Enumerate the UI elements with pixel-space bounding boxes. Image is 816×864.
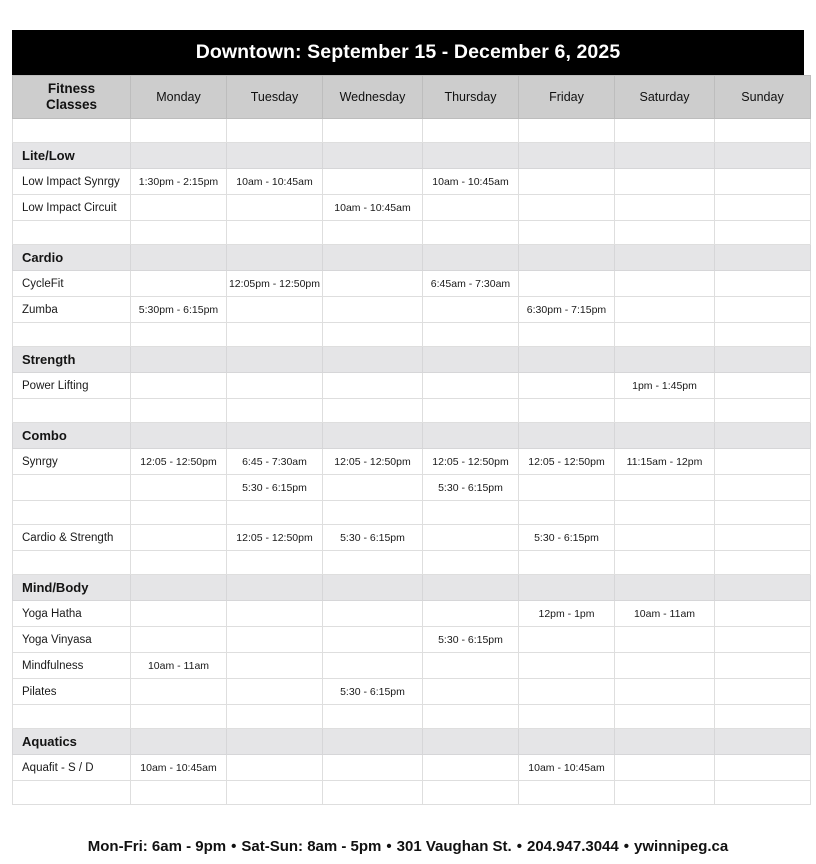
empty-cell xyxy=(131,781,227,805)
class-name: Low Impact Synrgy xyxy=(13,169,131,195)
section-header-cell xyxy=(423,245,519,271)
empty-cell xyxy=(715,755,811,781)
class-time-cell[interactable]: 12:05pm - 12:50pm xyxy=(227,271,323,297)
empty-cell xyxy=(323,169,423,195)
empty-cell xyxy=(131,221,227,245)
title-bar xyxy=(12,30,804,75)
class-time-cell[interactable]: 10am - 10:45am xyxy=(423,169,519,195)
empty-cell xyxy=(519,195,615,221)
section-header-cell xyxy=(519,347,615,373)
class-time-cell[interactable]: 10am - 10:45am xyxy=(323,195,423,221)
section-header-row xyxy=(13,575,811,601)
empty-cell xyxy=(423,323,519,347)
class-schedule-table xyxy=(12,75,811,805)
spacer-row xyxy=(13,551,811,575)
empty-cell xyxy=(227,297,323,323)
section-title: Cardio xyxy=(13,245,131,271)
empty-cell xyxy=(323,501,423,525)
empty-cell xyxy=(131,373,227,399)
section-title: Strength xyxy=(13,347,131,373)
empty-cell xyxy=(131,195,227,221)
empty-cell xyxy=(323,755,423,781)
day-header-saturday: Saturday xyxy=(615,76,715,119)
section-header-row xyxy=(13,245,811,271)
section-header-cell xyxy=(715,729,811,755)
empty-cell xyxy=(131,323,227,347)
section-title: Combo xyxy=(13,423,131,449)
section-header-cell xyxy=(423,347,519,373)
empty-cell xyxy=(131,679,227,705)
empty-cell xyxy=(13,323,131,347)
empty-cell xyxy=(615,501,715,525)
class-name: Mindfulness xyxy=(13,653,131,679)
empty-cell xyxy=(615,195,715,221)
section-header-cell xyxy=(615,347,715,373)
class-time-cell[interactable]: 5:30 - 6:15pm xyxy=(423,475,519,501)
class-name: Pilates xyxy=(13,679,131,705)
section-header-cell xyxy=(423,423,519,449)
empty-cell xyxy=(615,221,715,245)
empty-cell xyxy=(423,705,519,729)
class-time-cell[interactable]: 5:30 - 6:15pm xyxy=(323,679,423,705)
section-header-cell xyxy=(715,575,811,601)
empty-cell xyxy=(715,449,811,475)
empty-cell xyxy=(131,475,227,501)
empty-cell xyxy=(715,501,811,525)
empty-cell xyxy=(615,399,715,423)
empty-cell xyxy=(615,653,715,679)
empty-cell xyxy=(423,781,519,805)
day-header-tuesday: Tuesday xyxy=(227,76,323,119)
spacer-row xyxy=(13,781,811,805)
class-column-header xyxy=(13,76,131,119)
empty-cell xyxy=(423,195,519,221)
section-header-cell xyxy=(615,423,715,449)
empty-cell xyxy=(423,653,519,679)
class-row xyxy=(13,525,811,551)
empty-cell xyxy=(519,781,615,805)
section-header-cell xyxy=(131,347,227,373)
class-row xyxy=(13,271,811,297)
empty-cell xyxy=(323,119,423,143)
empty-cell xyxy=(519,169,615,195)
empty-cell xyxy=(323,653,423,679)
class-row xyxy=(13,679,811,705)
empty-cell xyxy=(423,221,519,245)
section-header-cell xyxy=(227,423,323,449)
section-header-cell xyxy=(715,245,811,271)
empty-cell xyxy=(519,373,615,399)
class-column-header-line2: Classes xyxy=(45,97,98,112)
empty-cell xyxy=(615,551,715,575)
empty-cell xyxy=(131,525,227,551)
class-name: Synrgy xyxy=(13,449,131,475)
section-header-cell xyxy=(323,575,423,601)
empty-cell xyxy=(519,119,615,143)
class-name: Yoga Hatha xyxy=(13,601,131,627)
empty-cell xyxy=(423,119,519,143)
section-header-row xyxy=(13,347,811,373)
class-time-cell[interactable]: 10am - 11am xyxy=(615,601,715,627)
day-header-thursday: Thursday xyxy=(423,76,519,119)
class-time-cell[interactable]: 10am - 10:45am xyxy=(131,755,227,781)
empty-cell xyxy=(615,119,715,143)
empty-cell xyxy=(323,221,423,245)
empty-cell xyxy=(323,323,423,347)
empty-cell xyxy=(13,781,131,805)
empty-cell xyxy=(519,705,615,729)
class-time-cell[interactable]: 5:30 - 6:15pm xyxy=(323,525,423,551)
section-header-cell xyxy=(715,143,811,169)
empty-cell xyxy=(423,399,519,423)
empty-cell xyxy=(615,271,715,297)
section-header-cell xyxy=(519,575,615,601)
section-header-cell xyxy=(323,143,423,169)
empty-cell xyxy=(519,399,615,423)
table-body xyxy=(13,119,811,805)
empty-cell xyxy=(715,525,811,551)
top-spacer-row xyxy=(13,119,811,143)
empty-cell xyxy=(423,679,519,705)
empty-cell xyxy=(519,475,615,501)
class-name: Low Impact Circuit xyxy=(13,195,131,221)
spacer-row xyxy=(13,221,811,245)
empty-cell xyxy=(615,297,715,323)
empty-cell xyxy=(131,271,227,297)
section-header-cell xyxy=(323,423,423,449)
empty-cell xyxy=(323,705,423,729)
section-header-cell xyxy=(131,423,227,449)
empty-cell xyxy=(227,221,323,245)
class-time-cell[interactable]: 12:05 - 12:50pm xyxy=(323,449,423,475)
section-title: Aquatics xyxy=(13,729,131,755)
section-header-cell xyxy=(423,729,519,755)
class-name: Yoga Vinyasa xyxy=(13,627,131,653)
empty-cell xyxy=(519,653,615,679)
empty-cell xyxy=(227,781,323,805)
class-time-cell[interactable]: 10am - 10:45am xyxy=(227,169,323,195)
class-row xyxy=(13,169,811,195)
footer-separator: • xyxy=(623,838,630,855)
empty-cell xyxy=(423,755,519,781)
empty-cell xyxy=(323,271,423,297)
empty-cell xyxy=(227,679,323,705)
empty-cell xyxy=(715,653,811,679)
empty-cell xyxy=(227,501,323,525)
empty-cell xyxy=(423,297,519,323)
empty-cell xyxy=(227,195,323,221)
empty-cell xyxy=(227,627,323,653)
empty-cell xyxy=(715,373,811,399)
empty-cell xyxy=(715,195,811,221)
empty-cell xyxy=(715,271,811,297)
class-time-cell[interactable]: 12:05 - 12:50pm xyxy=(227,525,323,551)
section-header-row xyxy=(13,729,811,755)
section-header-cell xyxy=(519,143,615,169)
empty-cell xyxy=(715,705,811,729)
empty-cell xyxy=(519,679,615,705)
empty-cell xyxy=(519,551,615,575)
empty-cell xyxy=(615,755,715,781)
class-name: Cardio & Strength xyxy=(13,525,131,551)
empty-cell xyxy=(715,601,811,627)
empty-cell xyxy=(423,601,519,627)
empty-cell xyxy=(323,627,423,653)
class-time-cell[interactable]: 1pm - 1:45pm xyxy=(615,373,715,399)
empty-cell xyxy=(715,679,811,705)
empty-cell xyxy=(13,221,131,245)
section-header-cell xyxy=(131,143,227,169)
section-header-cell xyxy=(423,575,519,601)
day-header-row xyxy=(13,76,811,119)
spacer-row xyxy=(13,399,811,423)
empty-cell xyxy=(227,373,323,399)
empty-cell xyxy=(227,551,323,575)
class-name: Aquafit - S / D xyxy=(13,755,131,781)
class-row xyxy=(13,373,811,399)
day-header-friday: Friday xyxy=(519,76,615,119)
empty-cell xyxy=(227,323,323,347)
footer-item: ywinnipeg.ca xyxy=(634,838,729,855)
empty-cell xyxy=(519,323,615,347)
class-time-cell[interactable]: 6:30pm - 7:15pm xyxy=(519,297,615,323)
section-header-cell xyxy=(519,729,615,755)
footer-separator: • xyxy=(386,838,392,855)
empty-cell xyxy=(423,373,519,399)
empty-cell xyxy=(615,323,715,347)
empty-cell xyxy=(715,119,811,143)
empty-cell xyxy=(715,475,811,501)
class-time-cell[interactable]: 6:45am - 7:30am xyxy=(423,271,519,297)
section-header-cell xyxy=(715,347,811,373)
class-column-header-line1: Fitness xyxy=(47,81,96,96)
empty-cell xyxy=(323,601,423,627)
empty-cell xyxy=(13,475,131,501)
section-header-row xyxy=(13,143,811,169)
empty-cell xyxy=(715,551,811,575)
class-time-cell[interactable]: 11:15am - 12pm xyxy=(615,449,715,475)
empty-cell xyxy=(131,551,227,575)
section-header-cell xyxy=(227,347,323,373)
section-header-cell xyxy=(131,729,227,755)
empty-cell xyxy=(13,551,131,575)
empty-cell xyxy=(423,525,519,551)
section-header-cell xyxy=(615,143,715,169)
empty-cell xyxy=(715,297,811,323)
section-header-cell xyxy=(615,575,715,601)
empty-cell xyxy=(715,323,811,347)
empty-cell xyxy=(715,399,811,423)
section-header-row xyxy=(13,423,811,449)
footer-item: Mon-Fri: 6am - 9pm xyxy=(87,838,227,855)
class-time-cell[interactable]: 5:30 - 6:15pm xyxy=(519,525,615,551)
spacer-row xyxy=(13,323,811,347)
class-name: CycleFit xyxy=(13,271,131,297)
empty-cell xyxy=(131,601,227,627)
empty-cell xyxy=(13,119,131,143)
empty-cell xyxy=(131,705,227,729)
day-header-wednesday: Wednesday xyxy=(323,76,423,119)
spacer-row xyxy=(13,705,811,729)
page-title: Downtown: September 15 - December 6, 2025 xyxy=(195,41,621,63)
class-time-cell[interactable]: 5:30 - 6:15pm xyxy=(423,627,519,653)
section-header-cell xyxy=(227,245,323,271)
class-row xyxy=(13,297,811,323)
class-time-cell[interactable]: 5:30pm - 6:15pm xyxy=(131,297,227,323)
empty-cell xyxy=(13,501,131,525)
section-header-cell xyxy=(323,245,423,271)
class-time-cell[interactable]: 12:05 - 12:50pm xyxy=(131,449,227,475)
footer-separator: • xyxy=(231,838,237,855)
spacer-row xyxy=(13,501,811,525)
class-name: Power Lifting xyxy=(13,373,131,399)
footer-item: 301 Vaughan St. xyxy=(396,838,512,855)
empty-cell xyxy=(323,373,423,399)
footer-item: 204.947.3044 xyxy=(526,838,619,855)
class-row xyxy=(13,627,811,653)
empty-cell xyxy=(615,679,715,705)
table-header xyxy=(13,76,811,119)
class-time-cell[interactable]: 12pm - 1pm xyxy=(519,601,615,627)
empty-cell xyxy=(715,627,811,653)
class-row xyxy=(13,449,811,475)
class-time-cell[interactable]: 5:30 - 6:15pm xyxy=(227,475,323,501)
footer-separator: • xyxy=(516,838,522,855)
section-header-cell xyxy=(423,143,519,169)
empty-cell xyxy=(227,653,323,679)
section-header-cell xyxy=(519,423,615,449)
class-time-cell[interactable]: 12:05 - 12:50pm xyxy=(423,449,519,475)
class-row xyxy=(13,653,811,679)
class-row xyxy=(13,475,811,501)
empty-cell xyxy=(519,271,615,297)
empty-cell xyxy=(323,551,423,575)
empty-cell xyxy=(227,399,323,423)
section-header-cell xyxy=(715,423,811,449)
empty-cell xyxy=(519,221,615,245)
empty-cell xyxy=(615,525,715,551)
empty-cell xyxy=(519,627,615,653)
empty-cell xyxy=(227,705,323,729)
footer-item: Sat-Sun: 8am - 5pm xyxy=(241,838,382,855)
empty-cell xyxy=(615,475,715,501)
empty-cell xyxy=(323,781,423,805)
class-time-cell[interactable]: 10am - 10:45am xyxy=(519,755,615,781)
class-name: Zumba xyxy=(13,297,131,323)
section-header-cell xyxy=(519,245,615,271)
empty-cell xyxy=(131,627,227,653)
empty-cell xyxy=(227,601,323,627)
class-row xyxy=(13,195,811,221)
empty-cell xyxy=(519,501,615,525)
empty-cell xyxy=(715,781,811,805)
section-title: Mind/Body xyxy=(13,575,131,601)
section-header-cell xyxy=(227,575,323,601)
empty-cell xyxy=(131,119,227,143)
section-header-cell xyxy=(131,575,227,601)
empty-cell xyxy=(323,399,423,423)
empty-cell xyxy=(423,501,519,525)
section-header-cell xyxy=(323,729,423,755)
class-time-cell[interactable]: 10am - 11am xyxy=(131,653,227,679)
section-header-cell xyxy=(615,729,715,755)
day-header-sunday: Sunday xyxy=(715,76,811,119)
section-header-cell xyxy=(131,245,227,271)
empty-cell xyxy=(615,705,715,729)
empty-cell xyxy=(323,475,423,501)
empty-cell xyxy=(615,627,715,653)
empty-cell xyxy=(715,221,811,245)
day-header-monday: Monday xyxy=(131,76,227,119)
empty-cell xyxy=(131,501,227,525)
empty-cell xyxy=(227,119,323,143)
section-header-cell xyxy=(227,143,323,169)
section-header-cell xyxy=(227,729,323,755)
section-header-cell xyxy=(323,347,423,373)
footer-info xyxy=(12,838,804,855)
empty-cell xyxy=(131,399,227,423)
section-title: Lite/Low xyxy=(13,143,131,169)
class-row xyxy=(13,601,811,627)
empty-cell xyxy=(227,755,323,781)
section-header-cell xyxy=(615,245,715,271)
empty-cell xyxy=(615,169,715,195)
empty-cell xyxy=(13,399,131,423)
class-time-cell[interactable]: 6:45 - 7:30am xyxy=(227,449,323,475)
class-row xyxy=(13,755,811,781)
empty-cell xyxy=(323,297,423,323)
class-time-cell[interactable]: 12:05 - 12:50pm xyxy=(519,449,615,475)
empty-cell xyxy=(423,551,519,575)
empty-cell xyxy=(615,781,715,805)
class-time-cell[interactable]: 1:30pm - 2:15pm xyxy=(131,169,227,195)
empty-cell xyxy=(715,169,811,195)
empty-cell xyxy=(13,705,131,729)
